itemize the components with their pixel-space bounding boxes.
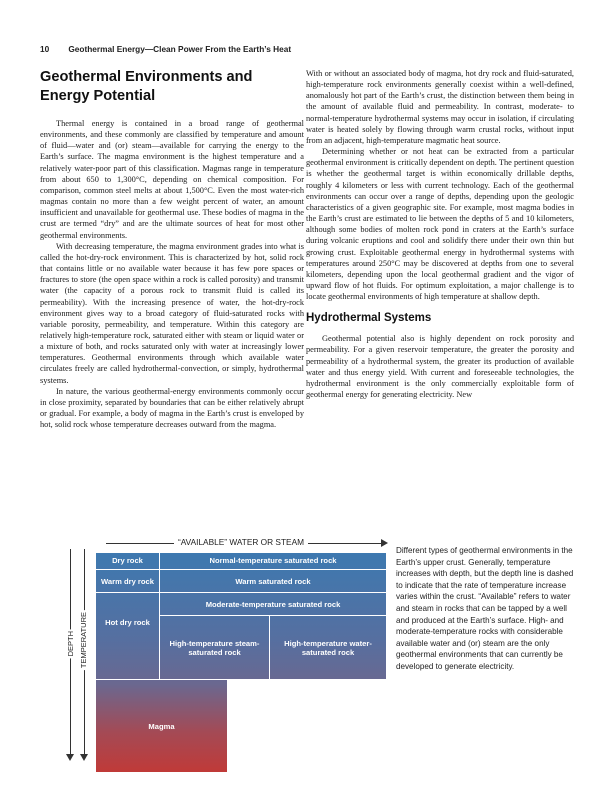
hot-dry-rock-label: Hot dry rock — [105, 618, 150, 627]
dry-rock-label: Dry rock — [112, 556, 143, 565]
subsection-heading: Hydrothermal Systems — [306, 312, 432, 325]
arrow-right-icon — [381, 539, 388, 547]
arrow-down-icon — [80, 754, 88, 761]
temperature-label: TEMPERATURE — [79, 612, 88, 669]
available-water-label: “AVAILABLE” WATER OR STEAM — [174, 537, 308, 547]
section-heading: Geothermal Environments and Energy Potential — [40, 69, 253, 104]
high-temperature-water-label: High-temperature water-saturated rock — [284, 638, 372, 657]
available-water-axis — [106, 538, 386, 548]
normal-temperature-label: Normal-temperature saturated rock — [209, 556, 337, 565]
paragraph: With decreasing temperature, the magma environment grades into what is called the hot-dry-rock environment. This is characterized by hot, solid rock that contains little or no available water because it has few pore spaces or fractures to store (the open space within a rock is called porosity) and transmit water (the capacity of a porous rock to transmit fluid is called its permeability). With the increasing presence of water, the hot-dry-rock environment gives way to a broad category of fluid-saturated rocks with variable porosity, permeability, and temperature. Within this category are relatively high-temperature rock, saturated either with steam or liquid water or a mixture of both, and rocks saturated only with water at increasingly lower temperatures. Geothermal environments through which available water circulates freely are called hydrothermal-convection, or simply, hydrothermal systems. — [40, 241, 304, 385]
running-title: Geothermal Energy—Clean Power From the Earth’s Heat — [68, 44, 292, 54]
geothermal-environments-figure — [66, 534, 386, 774]
arrow-down-icon — [66, 754, 74, 761]
magma-label: Magma — [148, 721, 175, 731]
blank-region — [228, 680, 386, 772]
warm-saturated-label: Warm saturated rock — [235, 576, 311, 586]
environment-diagram — [96, 552, 386, 772]
right-column — [306, 68, 574, 400]
paragraph: Thermal energy is contained in a broad range of geothermal environments, and these commonly are classified by temperature and amount of fluid—water and (or) steam—available for carrying the energy to the Earth’s surface. The magma environment is the highest temperature and a relatively water-poor part of this classification. Magmas range in temperature from about 650 to 1,300°C, depending on chemical composition. For comparison, common steel melts at about 1,500°C. Even the most water-rich magmas contain no more than a few weight percent of water, an amount insufficient and unavailable for geothermal use. These bodies of magma in the crust are termed “dry” and are the ultimate sources of heat for most other geothermal environments. — [40, 119, 304, 240]
separator — [227, 680, 228, 772]
paragraph: Determining whether or not heat can be extracted from a particular geothermal environment is critically dependent on depth. The pertinent question is whether the geothermal target is within economically drillable depths, roughly 4 kilometers or less with current technology. Each of the geothermal environments can occur over a range of depths, depending upon the geologic characteristics of a given geographic site. For example, most magma bodies in the Earth’s crust are estimated to lie between the depths of 5 and 10 kilometers, although some bodies of molten rock pond in craters at the Earth’s surface during volcanic eruptions and cool and solidify there under their own thin but growing crust. Exploitable geothermal energy in hydrothermal systems with temperatures around 250°C may be discovered at depths from one to several kilometers, depending upon the local geothermal gradient and the vigor of upward flow of hot fluids. For optimum exploitation, a major challenge is to locate geothermal environments of high temperature at shallow depth. — [306, 147, 574, 302]
paragraph: With or without an associated body of magma, hot dry rock and fluid-saturated, high-temperature rock environments generally coexist within a well-defined, anomalously hot part of the Earth’s crust, the distinction between them being in the amount of available fluid and permeability. In contrast, moderate- to normal-temperature hydrothermal systems may occur in isolation, if circulating water is heated solely by flowing through warm crustal rocks, without input from an adjacent, high-temperature magmatic heat source. — [306, 69, 574, 145]
paragraph: In nature, the various geothermal-energy environments commonly occur in close proximity, separated by boundaries that can be either relatively abrupt or gradual. For example, a body of magma in the Earth’s crust is enveloped by hot, solid rock whose temperature decreases outward from the magma. — [40, 386, 304, 430]
depth-label: DEPTH — [66, 631, 75, 657]
paragraph: Geothermal potential also is highly dependent on rock porosity and permeability. For a given reservoir temperature, the greater the porosity and permeability of a hydrothermal system, the greater its production of available water and thus energy yield. With current and foreseeable technologies, the hydrothermal environment is the only commercially exploitable form of geothermal energy for generating electricity. New — [306, 334, 574, 400]
warm-dry-rock-label: Warm dry rock — [101, 576, 154, 586]
left-column — [40, 68, 304, 430]
figure-caption: Different types of geothermal environments in the Earth’s upper crust. Generally, temperature increases with depth, but the depth line is dashed to indicate that the rate of temperature increase varies within the crust. “Available” refers to water and steam in rocks that can be tapped by a well and produced at the Earth’s surface. High- and moderate-temperature rocks with considerable available water and (or) steam are the only geothermal environments that can currently be developed to generate electricity. — [396, 546, 574, 671]
high-temperature-steam-label: High-temperature steam-saturated rock — [169, 638, 260, 657]
moderate-temperature-label: Moderate-temperature saturated rock — [205, 599, 341, 609]
running-header — [40, 44, 291, 54]
page-number: 10 — [40, 44, 50, 54]
